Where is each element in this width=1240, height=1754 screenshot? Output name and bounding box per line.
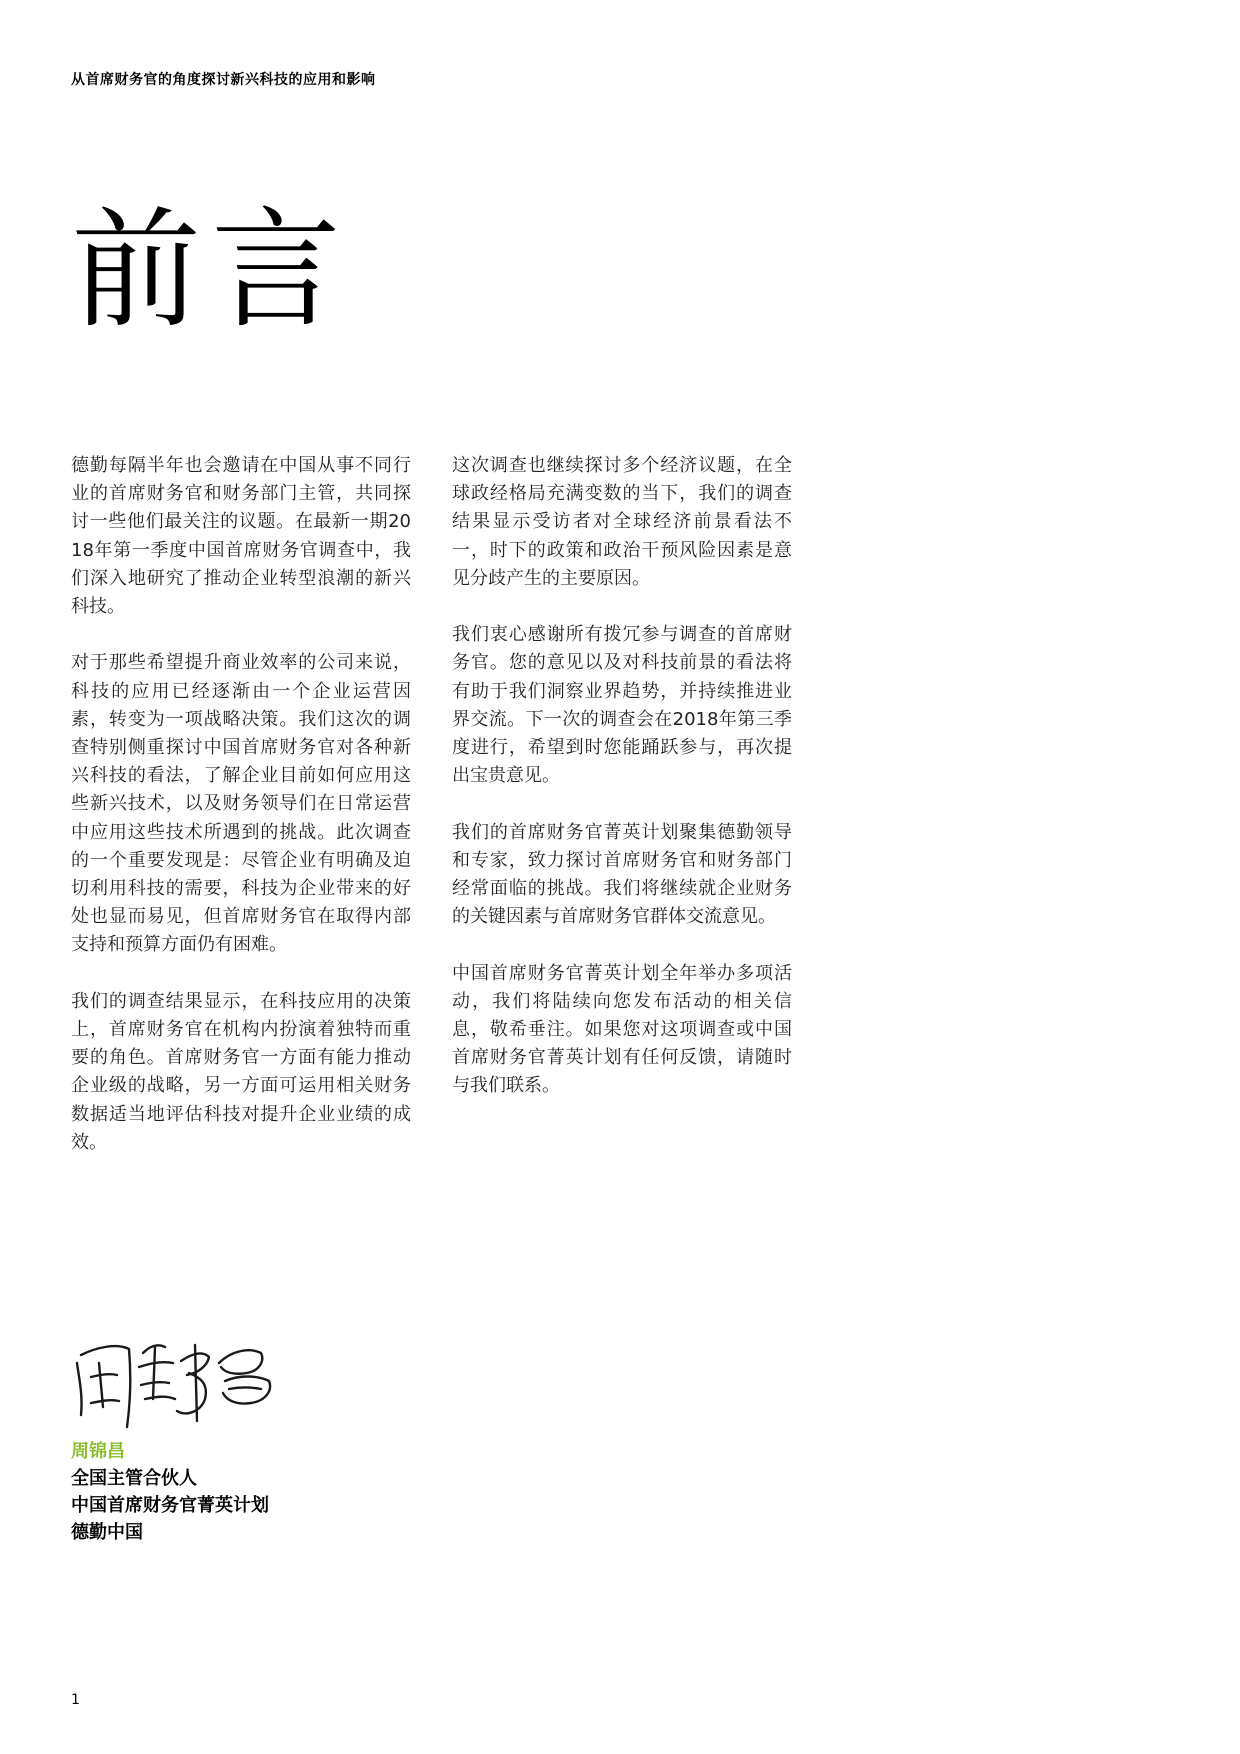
signatory-program: 中国首席财务官菁英计划: [71, 1495, 269, 1516]
page-number: 1: [71, 1692, 80, 1708]
signatory-title: 全国主管合伙人: [71, 1468, 197, 1489]
signatory-block: [71, 1438, 269, 1546]
paragraph: 我们的首席财务官菁英计划聚集德勤领导和专家，致力探讨首席财务官和财务部门经常面临的挑战。我们将继续就企业财务的关键因素与首席财务官群体交流意见。: [452, 821, 792, 928]
paragraph: 这次调查也继续探讨多个经济议题，在全球政经格局充满变数的当下，我们的调查结果显示受访者对全球经济前景看法不一，时下的政策和政治干预风险因素是意见分歧产生的主要原因。: [452, 455, 792, 589]
paragraph: 我们衷心感谢所有拨冗参与调查的首席财务官。您的意见以及对科技前景的看法将有助于我们洞察业界趋势，并持续推进业界交流。下一次的调查会在2018年第三季度进行，希望到时您能踊跃参与，再次提出宝贵意见。: [452, 624, 792, 787]
right-column: [452, 452, 792, 1129]
paragraph: 对于那些希望提升商业效率的公司来说，科技的应用已经逐渐由一个企业运营因素，转变为一项战略决策。我们这次的调查特别侧重探讨中国首席财务官对各种新兴科技的看法，了解企业目前如何应用这些新兴技术，以及财务领导们在日常运营中应用这些技术所遇到的挑战。此次调查的一个重要发现是：尽管企业有明确及迫切利用科技的需要，科技为企业带来的好处也显而易见，但首席财务官在取得内部支持和预算方面仍有困难。: [71, 652, 411, 956]
page-title: 前言: [71, 194, 352, 346]
paragraph: 中国首席财务官菁英计划全年举办多项活动，我们将陆续向您发布活动的相关信息，敬希垂注。如果您对这项调查或中国首席财务官菁英计划有任何反馈，请随时与我们联系。: [452, 962, 792, 1097]
paragraph: 德勤每隔半年也会邀请在中国从事不同行业的首席财务官和财务部门主管，共同探讨一些他们最关注的议题。在最新一期2018年第一季度中国首席财务官调查中，我们深入地研究了推动企业转型浪潮的新兴科技。: [71, 455, 411, 618]
signatory-organization: 德勤中国: [71, 1522, 143, 1543]
left-column: [71, 452, 411, 1185]
paragraph: 我们的调查结果显示，在科技应用的决策上，首席财务官在机构内扮演着独特而重要的角色。首席财务官一方面有能力推动企业级的战略，另一方面可运用相关财务数据适当地评估科技对提升企业业绩的成效。: [71, 990, 411, 1153]
handwritten-signature: [69, 1303, 279, 1433]
signatory-name: 周锦昌: [71, 1441, 125, 1462]
running-header: 从首席财务官的角度探讨新兴科技的应用和影响: [71, 72, 376, 88]
